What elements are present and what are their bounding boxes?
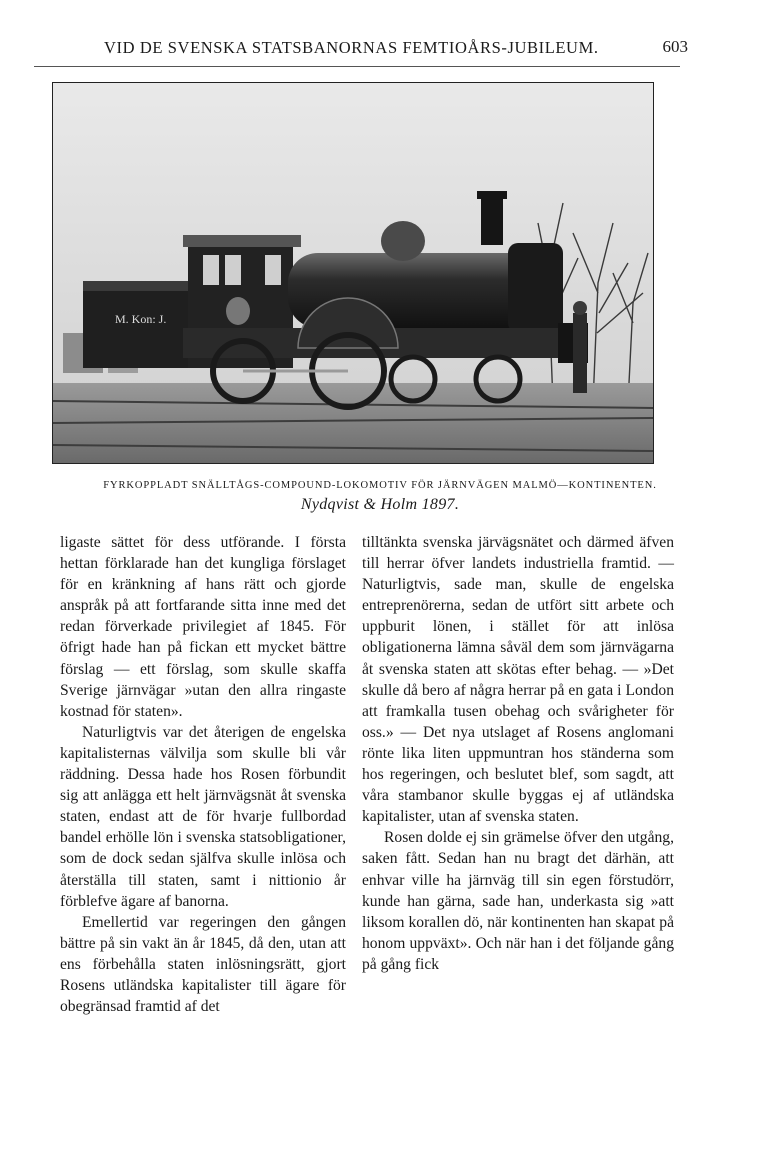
paragraph: tilltänkta svenska järvägsnätet och därmed äfven till herrar öfver landets industriella framtid. — Naturligtvis, sade man, skulle de engelska entreprenörerna, sedan de utfört sitt arbete och uppburit lönen, i stället för att inlösa obligationerna lämna såväl dem som järnvägarna åt svenska staten att skötas efter behag. — »Det skulle då bero af några herrar på en gata i London att framkalla tusen obehag och svårigheter för oss.» — Det nya utslaget af Rosens anglomani rönte lika liten uppmuntran hos ständerna som hos regeringen, och beslutet blef, som sagdt, att våra stambanor skulle byggas ej af utländska kapitalister, utan af svenska staten. [362, 534, 674, 826]
paragraph: Naturligtvis var det återigen de engelska kapitalisternas välvilja som skulle bli vår räddning. Dessa hade hos Rosen förbundit sig att anlägga ett helt järnvägsnät åt svenska staten, endast att de för hvarje fullbordad bandel erhölle lön i svenska statsobligationer, som de dock sedan själfva skulle inlösa och återställa till staten, samt i nittionio år förblefve ägare af banorna. [60, 723, 346, 910]
right-column [362, 532, 674, 975]
header-rule [34, 66, 680, 67]
paragraph: Emellertid var regeringen den gången bättre på sin vakt än år 1845, då den, utan att ens förbehålla staten inlösningsrätt, gjort Rosens utländska kapitalister till ägare för obegränsad framtid af det [60, 913, 346, 1016]
running-title: VID DE SVENSKA STATSBANORNAS FEMTIOÅRS-JUBILEUM. [104, 38, 599, 57]
paragraph: ligaste sättet för dess utförande. I första hettan förklarade han det kungliga förslaget för en kränkning af hans rätt och gjorde anspråk på att fortfarande sitta inne med det redan förverkade privilegiet af 1845. För öfrigt hade han på fickan ett mycket bättre förslag — ett förslag, som skulle skaffa Sverige järnvägar »utan den allra ringaste kostnad för staten». [60, 534, 346, 720]
left-column [60, 532, 346, 1017]
figure-credit: Nydqvist & Holm 1897. [300, 496, 460, 513]
page-number: 603 [662, 37, 688, 56]
paragraph: Rosen dolde ej sin grämelse öfver den utgång, saken fått. Sedan han nu bragt det därhän, att enhvar ville ha järnväg till sin egen förstudörr, kunde han gärna, sade han, underkasta sig »att liksom korallen dö, när kontinenten han skapat på honom uppväxt». Och när han i det följande gång på gång fick [362, 829, 674, 973]
running-header [48, 34, 688, 62]
engine-name-plate: M. Kon: J. [115, 312, 167, 326]
figure-caption: FYRKOPPLADT SNÄLLTÅGS-COMPOUND-LOKOMOTIV FÖR JÄRNVÄGEN MALMÖ—KONTINENTEN. [103, 480, 657, 491]
locomotive-photograph [52, 82, 654, 464]
